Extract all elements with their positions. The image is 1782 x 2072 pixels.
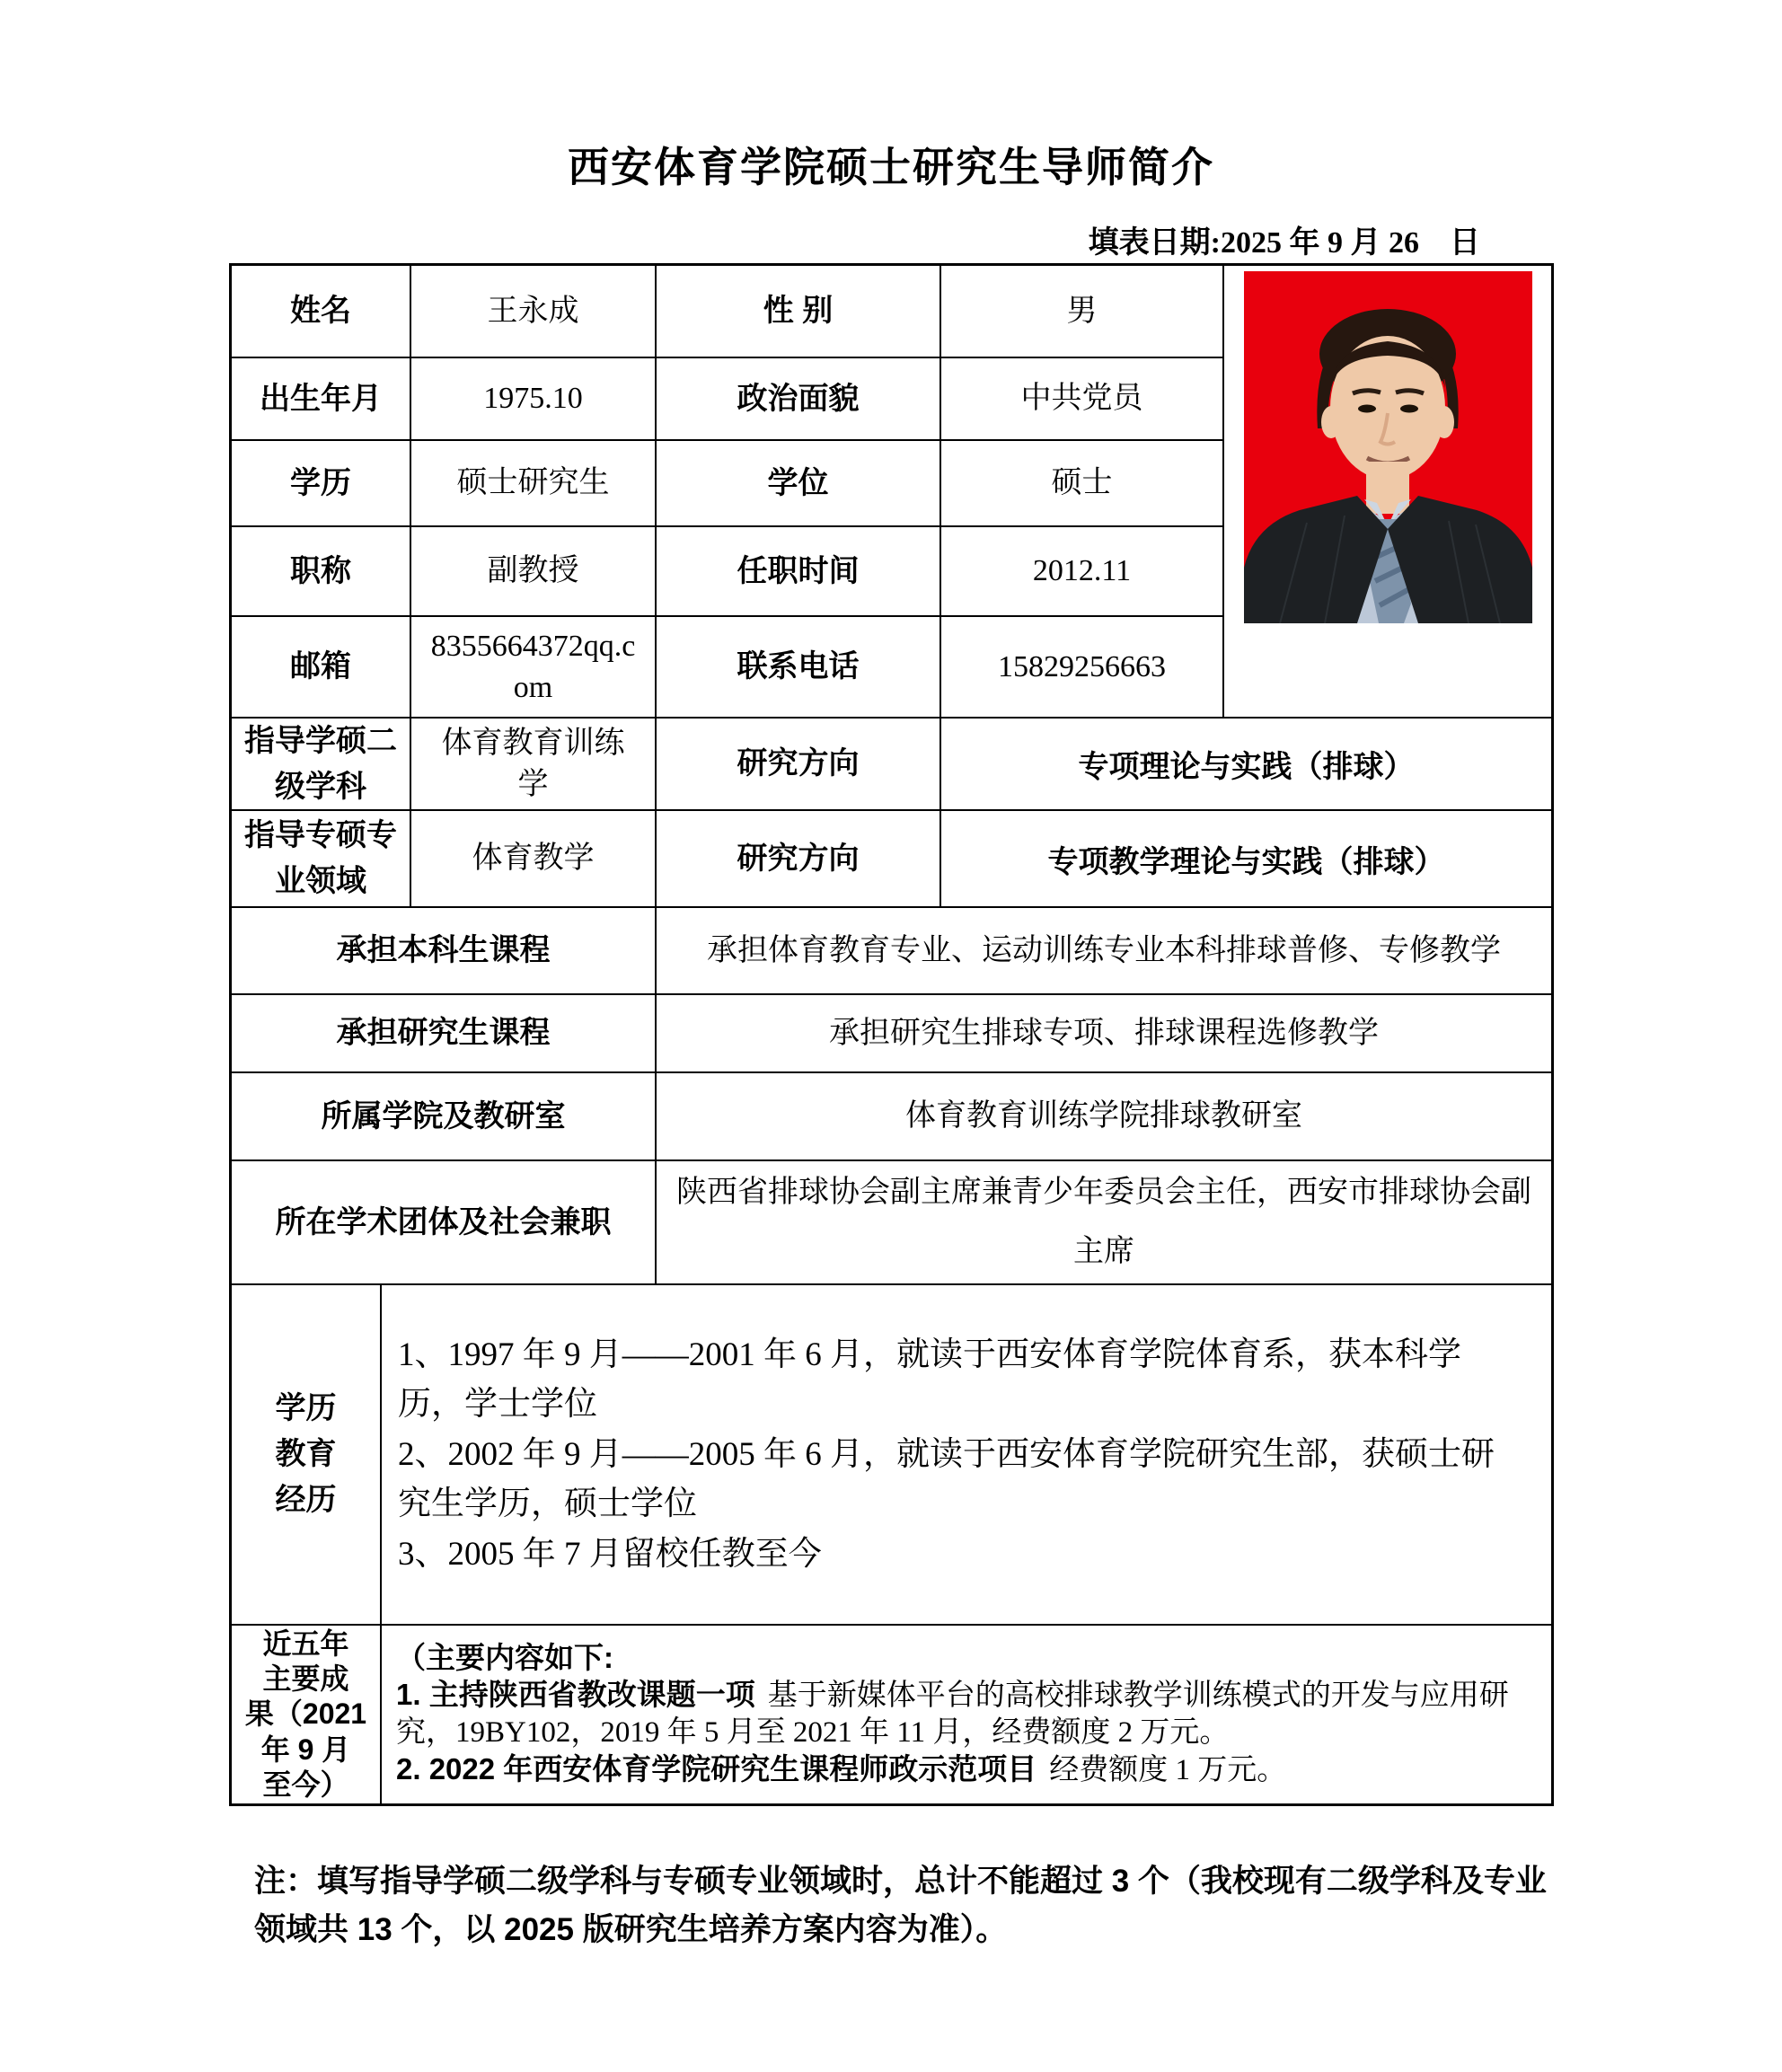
achievement-detail: 基于新媒体平台的高校排球教学训练模式的开发与应用研究，19BY102，2019 年 5 月至 2021 年 11 月，经费额度 2 万元。 — [396, 1680, 1509, 1749]
research-direction-value: 专项教学理论与实践（排球） — [1047, 844, 1445, 879]
associations-row — [232, 1161, 1551, 1285]
education-item: 1、1997 年 9 月——2001 年 6 月，就读于西安体育学院体育系，获本科学历，学士学位 — [398, 1336, 1461, 1424]
achievement-detail: 经费额度 1 万元。 — [1049, 1753, 1287, 1786]
graduate-courses-label: 承担研究生课程 — [232, 995, 657, 1071]
label-line: 教育 — [275, 1437, 337, 1471]
portrait-photo-cell — [1224, 266, 1551, 717]
education-item: 3、2005 年 7 月留校任教至今 — [398, 1535, 822, 1573]
table-row — [232, 266, 1222, 358]
email-value: 8355664372qq.com — [411, 617, 657, 717]
phone-label: 联系电话 — [657, 617, 941, 717]
education-history-label — [232, 1285, 382, 1624]
academic-master-discipline: 体育教育训练学 — [411, 719, 657, 809]
education-item: 2、2002 年 9 月——2005 年 6 月，就读于西安体育学院研究生部，获硕士研究生学历，硕士学位 — [398, 1435, 1495, 1523]
achievements-label — [232, 1626, 382, 1803]
label-line: 学历 — [275, 1391, 337, 1425]
title-rank-label: 职称 — [232, 527, 411, 615]
achievements-row — [232, 1626, 1551, 1803]
label-line: 主要成 — [262, 1662, 349, 1696]
basic-info-grid — [232, 266, 1224, 717]
form-date: 填表日期:2025 年 9 月 26 日 — [1088, 226, 1480, 260]
professional-master-row — [232, 811, 1551, 908]
name-label: 姓名 — [232, 266, 411, 357]
achievements-content — [382, 1626, 1551, 1803]
eye — [1358, 405, 1376, 413]
political-status-label: 政治面貌 — [657, 358, 941, 439]
birthdate-label: 出生年月 — [232, 358, 411, 439]
academic-master-label: 指导学硕二级学科 — [232, 719, 411, 809]
achievement-item — [396, 1751, 1286, 1789]
education-history-content — [382, 1285, 1551, 1624]
label-line: 年 9 月 — [260, 1733, 351, 1766]
gender-value: 男 — [1066, 294, 1098, 328]
department-label: 所属学院及教研室 — [232, 1073, 657, 1159]
email-label: 邮箱 — [232, 617, 411, 717]
graduate-courses-row — [232, 995, 1551, 1073]
research-direction-value: 专项理论与实践（排球） — [1078, 750, 1415, 784]
undergrad-courses-row — [232, 908, 1551, 995]
undergrad-courses-value: 承担体育教育专业、运动训练专业本科排球普修、专修教学 — [707, 933, 1501, 967]
profile-table — [229, 263, 1554, 1806]
page-title: 西安体育学院硕士研究生导师简介 — [568, 144, 1214, 190]
footnote: 注：填写指导学硕二级学科与专硕专业领域时，总计不能超过 3 个（我校现有二级学科及专业领域共 13 个，以 2025 版研究生培养方案内容为准）。 — [254, 1864, 1547, 1948]
table-row — [232, 617, 1222, 717]
achievement-title: 1. 主持陕西省教改课题一项 — [396, 1678, 755, 1712]
education-level-label: 学历 — [232, 441, 411, 525]
label-line: 至今） — [262, 1768, 349, 1801]
professional-master-discipline: 体育教学 — [411, 811, 657, 906]
research-direction-label: 研究方向 — [657, 811, 941, 906]
education-history-row — [232, 1285, 1551, 1626]
table-row — [232, 358, 1222, 441]
title-rank-value: 副教授 — [411, 527, 657, 615]
label-line: 经历 — [275, 1483, 337, 1517]
table-row — [232, 527, 1222, 617]
eye — [1400, 405, 1418, 413]
education-level-value: 硕士研究生 — [411, 441, 657, 525]
department-value: 体育教育训练学院排球教研室 — [905, 1099, 1302, 1133]
degree-value: 硕士 — [1051, 466, 1113, 500]
academic-master-row — [232, 719, 1551, 811]
gender-label: 性 别 — [657, 266, 941, 357]
name-value: 王永成 — [411, 266, 657, 357]
research-direction-label: 研究方向 — [657, 719, 941, 809]
degree-label: 学位 — [657, 441, 941, 525]
table-row — [232, 441, 1222, 527]
label-line: 近五年 — [262, 1627, 349, 1661]
graduate-courses-value: 承担研究生排球专项、排球课程选修教学 — [829, 1016, 1379, 1050]
basic-info-section — [232, 266, 1551, 719]
professional-master-label: 指导专硕专业领域 — [232, 811, 411, 906]
achievement-item — [396, 1677, 1531, 1751]
associations-label: 所在学术团体及社会兼职 — [232, 1161, 657, 1283]
department-row — [232, 1073, 1551, 1161]
achievements-intro: （主要内容如下: — [396, 1641, 613, 1675]
birthdate-value: 1975.10 — [411, 358, 657, 439]
political-status-value: 中共党员 — [1020, 382, 1143, 416]
portrait-photo — [1244, 271, 1532, 623]
phone-value: 15829256663 — [998, 649, 1166, 683]
achievement-title: 2. 2022 年西安体育学院研究生课程师政示范项目 — [396, 1751, 1037, 1785]
appointment-time-value: 2012.11 — [1032, 554, 1132, 588]
associations-value: 陕西省排球协会副主席兼青少年委员会主任，西安市排球协会副主席 — [676, 1175, 1531, 1268]
undergrad-courses-label: 承担本科生课程 — [232, 908, 657, 993]
appointment-time-label: 任职时间 — [657, 527, 941, 615]
label-line: 果（2021 — [244, 1697, 367, 1731]
